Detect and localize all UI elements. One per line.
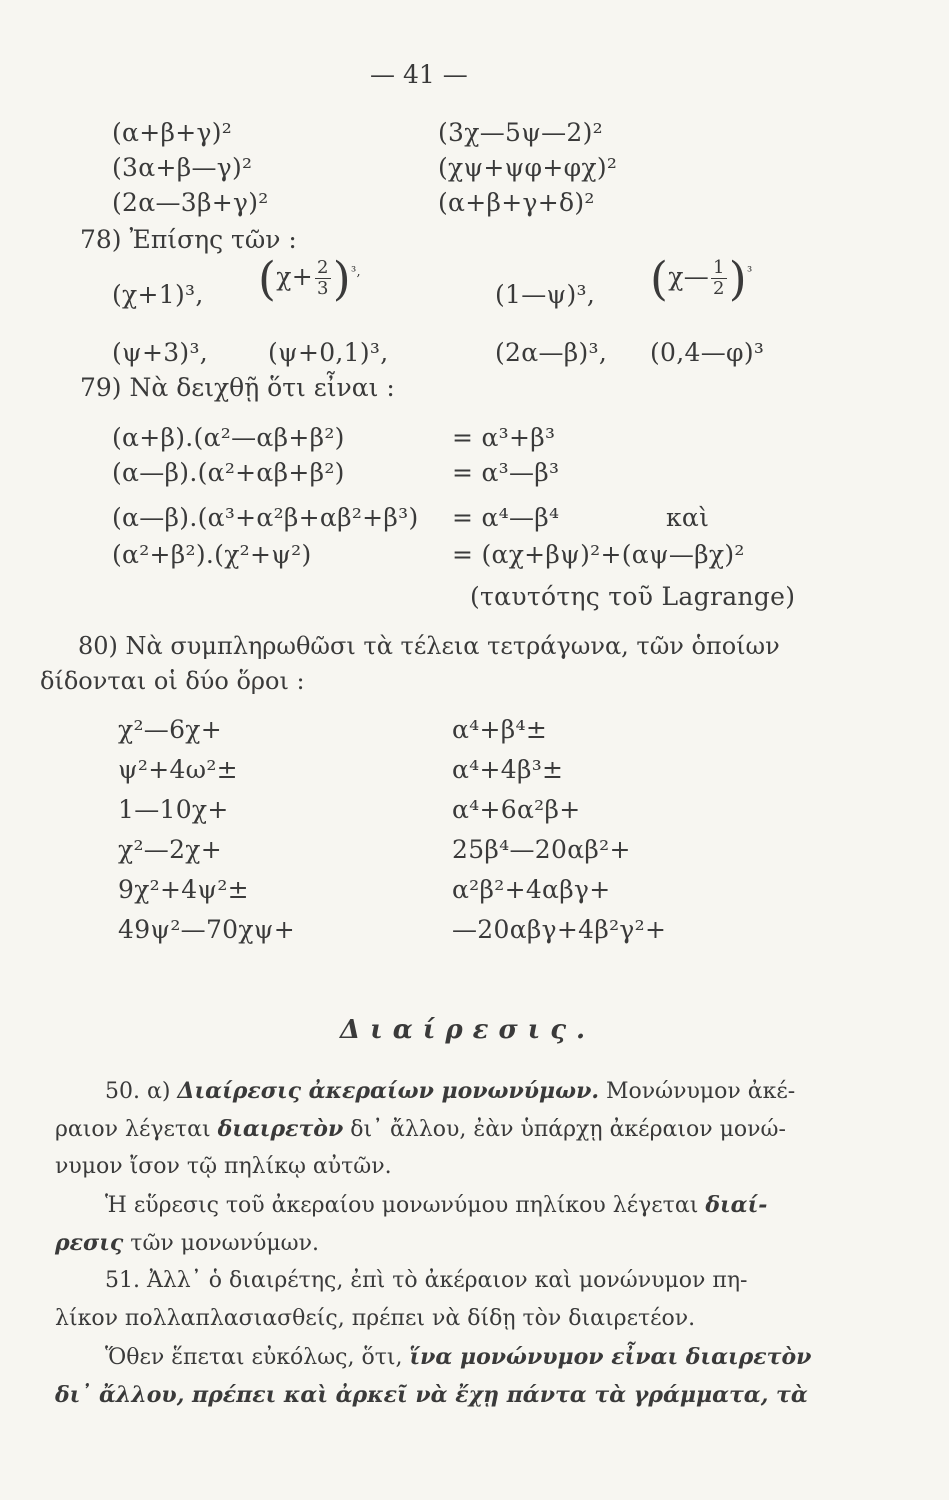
- term-pair: α²β²+4αβγ+: [452, 875, 611, 904]
- term-pair: α⁴+4β³±: [452, 755, 564, 784]
- term-pair: 49ψ²—70χψ+: [118, 915, 295, 944]
- identity-lhs: (α—β).(α³+α²β+αβ²+β³): [112, 503, 419, 532]
- term-pair: α⁴+β⁴±: [452, 715, 548, 744]
- square-expr: (3χ—5ψ—2)²: [438, 118, 603, 147]
- section-heading: Διαίρεσις.: [340, 1015, 596, 1045]
- cube-expr: (χ+1)³,: [112, 280, 204, 309]
- term-pair: α⁴+6α²β+: [452, 795, 581, 824]
- cube-expr-fraction: (χ+ $\frac{2}{3}$ )$^{^3,}$: [258, 251, 361, 306]
- exercise-78-title: 78) Ἐπίσης τῶν :: [80, 225, 297, 254]
- paragraph-line: νυμον ἴσον τῷ πηλίκῳ αὐτῶν.: [55, 1154, 392, 1179]
- cube-expr: (2α—β)³,: [495, 338, 608, 367]
- page-number: — 41 —: [370, 60, 468, 89]
- identity-rhs: = α⁴—β⁴: [452, 503, 560, 532]
- paragraph-line: ραιον λέγεται διαιρετὸν δι᾿ ἄλλου, ἐὰν ὑπάρχῃ ἀκέραιον μονώ-: [55, 1116, 786, 1142]
- term-pair: 9χ²+4ψ²±: [118, 875, 249, 904]
- square-expr: (α+β+γ+δ)²: [438, 188, 595, 217]
- identity-lhs: (α²+β²).(χ²+ψ²): [112, 540, 312, 569]
- exercise-80-line2: δίδονται οἱ δύο ὅροι :: [40, 667, 305, 695]
- term-pair: —20αβγ+4β²γ²+: [452, 915, 667, 944]
- exercise-79-title: 79) Νὰ δειχθῇ ὅτι εἶναι :: [80, 373, 395, 402]
- identity-lhs: (α+β).(α²—αβ+β²): [112, 423, 345, 452]
- identity-note: (ταυτότης τοῦ Lagrange): [470, 582, 796, 611]
- term-pair: ψ²+4ω²±: [118, 755, 238, 784]
- identity-conjunction: καὶ: [666, 503, 710, 532]
- square-expr: (3α+β—γ)²: [112, 153, 253, 182]
- paragraph-line: ρεσις τῶν μονωνύμων.: [55, 1230, 319, 1256]
- identity-lhs: (α—β).(α²+αβ+β²): [112, 458, 345, 487]
- cube-expr-fraction: (χ— $\frac{1}{2}$ )$^{^3}$: [650, 251, 753, 306]
- square-expr: (α+β+γ)²: [112, 118, 233, 147]
- paragraph-line: λίκον πολλαπλασιασθείς, πρέπει νὰ δίδῃ τὸν διαιρετέον.: [55, 1306, 696, 1331]
- term-pair: χ²—2χ+: [118, 835, 222, 864]
- cube-expr: (1—ψ)³,: [495, 280, 596, 309]
- cube-expr: (ψ+0,1)³,: [268, 338, 389, 367]
- square-expr: (χψ+ψφ+φχ)²: [438, 153, 618, 182]
- identity-rhs: = α³—β³: [452, 458, 560, 487]
- cube-expr: (0,4—φ)³: [650, 338, 765, 367]
- term-pair: χ²—6χ+: [118, 715, 222, 744]
- identity-rhs: = (αχ+βψ)²+(αψ—βχ)²: [452, 540, 745, 569]
- paragraph-line: 51. Ἀλλ᾿ ὁ διαιρέτης, ἐπὶ τὸ ἀκέραιον καὶ μονώνυμον πη-: [105, 1268, 748, 1293]
- paragraph-line: 50. α) Διαίρεσις ἀκεραίων μονωνύμων. Μονώνυμον ἀκέ-: [105, 1078, 796, 1104]
- term-pair: 1—10χ+: [118, 795, 229, 824]
- term-pair: 25β⁴—20αβ²+: [452, 835, 631, 864]
- paragraph-line: Ὅθεν ἕπεται εὐκόλως, ὅτι, ἵνα μονώνυμον εἶναι διαιρετὸν: [105, 1344, 812, 1370]
- identity-rhs: = α³+β³: [452, 423, 556, 452]
- paragraph-line: Ἡ εὕρεσις τοῦ ἀκεραίου μονωνύμου πηλίκου λέγεται διαί-: [105, 1192, 768, 1218]
- exercise-80-line1: 80) Νὰ συμπληρωθῶσι τὰ τέλεια τετράγωνα, τῶν ὁποίων: [78, 632, 780, 660]
- square-expr: (2α—3β+γ)²: [112, 188, 269, 217]
- paragraph-line: δι᾿ ἄλλου, πρέπει καὶ ἀρκεῖ νὰ ἔχῃ πάντα τὰ γράμματα, τὰ: [55, 1382, 808, 1408]
- cube-expr: (ψ+3)³,: [112, 338, 209, 367]
